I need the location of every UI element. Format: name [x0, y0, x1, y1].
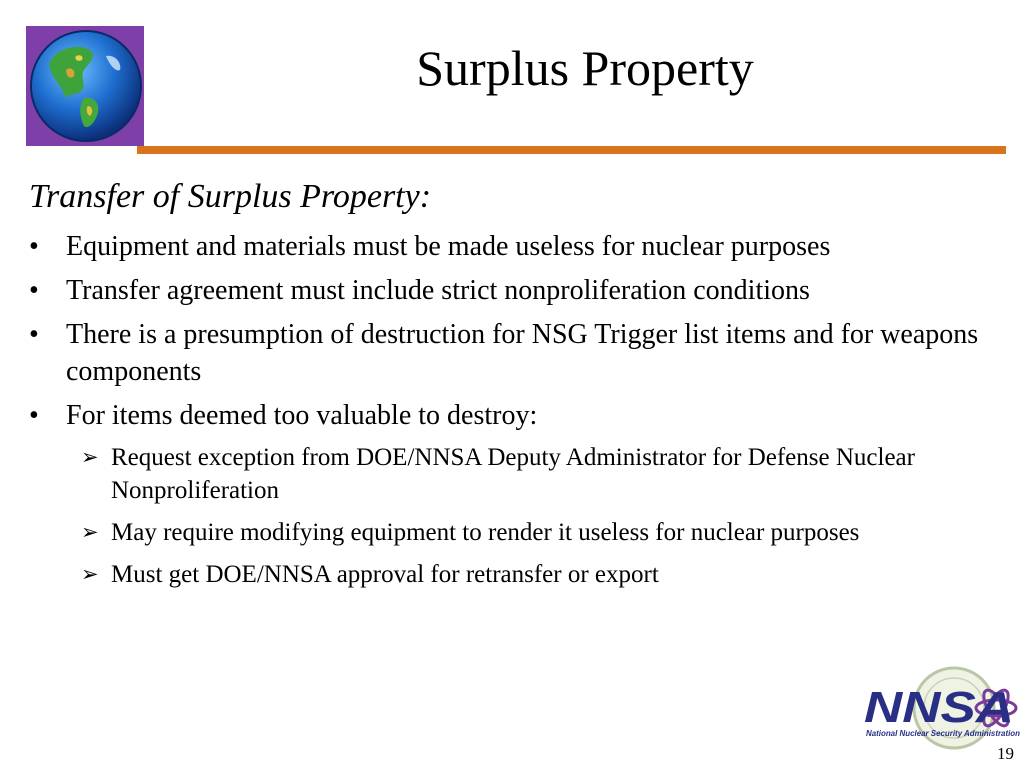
title-underline — [137, 146, 1006, 154]
logo-abbr: NNSA — [864, 683, 1014, 732]
bullet-text: Equipment and materials must be made useless for nuclear purposes — [66, 231, 831, 262]
arrow-bullet-icon: ➢ — [81, 562, 99, 586]
bullet-dot: • — [29, 275, 39, 306]
bullet-text: There is a presumption of destruction for NSG Trigger list items and for weapons components — [66, 319, 979, 387]
bullet-dot: • — [29, 231, 39, 262]
subbullet-item — [29, 516, 989, 549]
arrow-bullet-icon: ➢ — [81, 445, 99, 469]
slide-title: Surplus Property — [416, 40, 754, 96]
logo-full-name: National Nuclear Security Administration — [866, 729, 1021, 738]
page-number: 19 — [997, 744, 1014, 763]
bullet-dot: • — [29, 319, 39, 350]
bullet-item — [29, 316, 989, 390]
bullet-text: Transfer agreement must include strict nonproliferation conditions — [66, 275, 810, 306]
section-heading: Transfer of Surplus Property: — [29, 178, 432, 215]
bullet-item — [29, 272, 989, 309]
bullet-text: For items deemed too valuable to destroy: — [66, 400, 538, 431]
bullet-list — [29, 228, 989, 600]
bullet-dot: • — [29, 400, 39, 431]
subbullet-item — [29, 558, 989, 591]
subbullet-text: Request exception from DOE/NNSA Deputy Administrator for Defense Nuclear Nonproliferation — [111, 444, 915, 504]
bullet-item — [29, 397, 989, 434]
subbullet-item — [29, 441, 989, 507]
arrow-bullet-icon: ➢ — [81, 520, 99, 544]
bullet-item — [29, 228, 989, 265]
nnsa-logo — [858, 666, 1024, 750]
subbullet-text: Must get DOE/NNSA approval for retransfer or export — [111, 561, 659, 588]
globe-image — [26, 26, 144, 146]
globe-icon — [26, 26, 144, 146]
subbullet-text: May require modifying equipment to render it useless for nuclear purposes — [111, 519, 860, 546]
